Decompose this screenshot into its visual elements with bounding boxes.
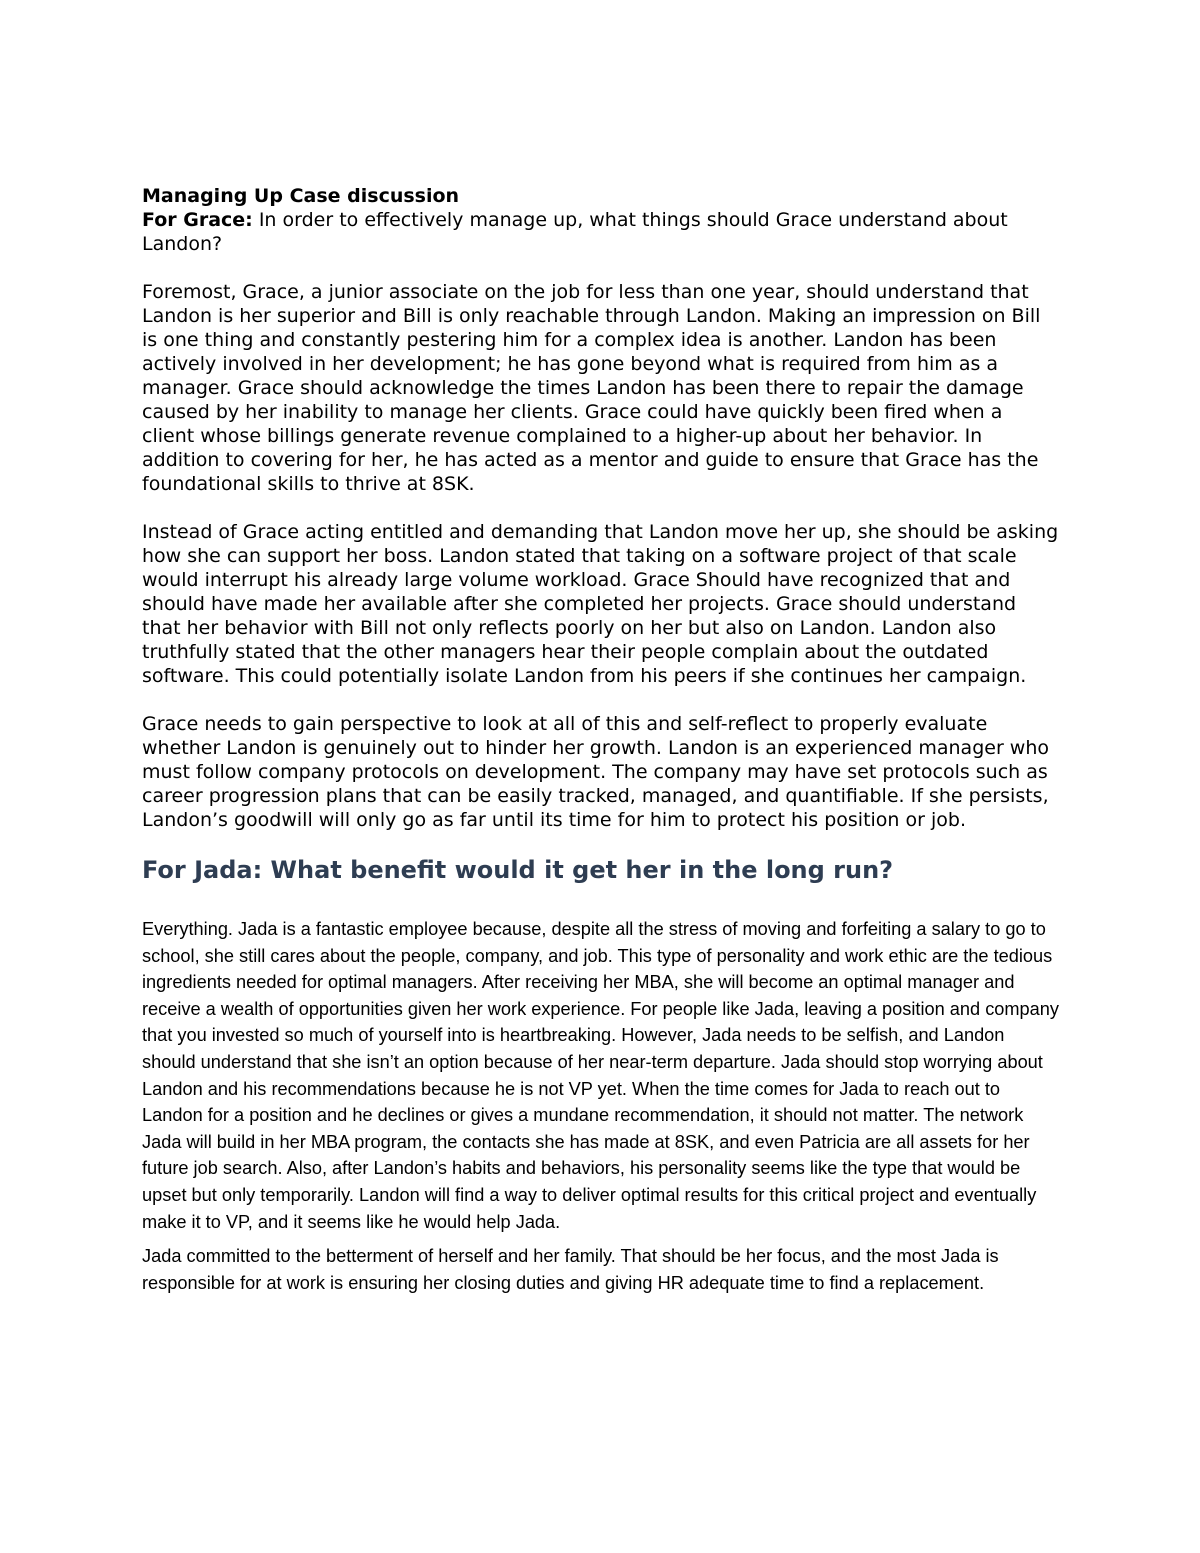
jada-paragraph-1: Everything. Jada is a fantastic employee because, despite all the stress of moving and forfeiting a salary to go to school, she still cares about the people, company, and job. This type of personality and work ethic are the tedious ingredients needed for optimal managers. After receiving her MBA, she will become an optimal manager and receive a wealth of opportunities given her work experience. For people like Jada, leaving a position and company that you invested so much of yourself into is heartbreaking. However, Jada needs to be selfish, and Landon should understand that she isn’t an option because of her near-term departure. Jada should stop worrying about Landon and his recommendations because he is not VP yet. When the time comes for Jada to reach out to Landon for a position and he declines or gives a mundane recommendation, it should not matter. The network Jada will build in her MBA program, the contacts she has made at 8SK, and even Patricia are all assets for her future job search. Also, after Landon’s habits and behaviors, his personality seems like the type that would be upset but only temporarily. Landon will find a way to deliver optimal results for this critical project and eventually make it to VP, and it seems like he would help Jada. [142,919,1059,1232]
jada-heading-text: What benefit would it get her in the long run? [262,856,894,884]
grace-question-text: In order to effectively manage up, what things should Grace understand about Landon? [142,209,1008,255]
jada-heading [142,854,1060,886]
grace-question [142,208,1060,256]
jada-heading-label: For Jada: [142,856,263,884]
document-page [142,184,1060,1296]
grace-paragraph-2: Instead of Grace acting entitled and demanding that Landon move her up, she should be asking how she can support her boss. Landon stated that taking on a software project of that scale would interrupt his already large volume workload. Grace Should have recognized that and should have made her available after she completed her projects. Grace should understand that her behavior with Bill not only reflects poorly on her but also on Landon. Landon also truthfully stated that the other managers hear their people complain about the outdated software. This could potentially isolate Landon from his peers if she continues her campaign. [142,521,1059,687]
grace-question-label: For Grace: [142,209,253,231]
grace-paragraph-1: Foremost, Grace, a junior associate on the job for less than one year, should understand that Landon is her superior and Bill is only reachable through Landon. Making an impression on Bill is one thing and constantly pestering him for a complex idea is another. Landon has been actively involved in her development; he has gone beyond what is required from him as a manager. Grace should acknowledge the times Landon has been there to repair the damage caused by her inability to manage her clients. Grace could have quickly been fired when a client whose billings generate revenue complained to a higher-up about her behavior. In addition to covering for her, he has acted as a mentor and guide to ensure that Grace has the foundational skills to thrive at 8SK. [142,281,1041,495]
jada-paragraph-2: Jada committed to the betterment of herself and her family. That should be her focus, and the most Jada is responsible for at work is ensuring her closing duties and giving HR adequate time to find a replacement. [142,1246,999,1293]
grace-paragraph-3: Grace needs to gain perspective to look at all of this and self-reflect to properly evaluate whether Landon is genuinely out to hinder her growth. Landon is an experienced manager who must follow company protocols on development. The company may have set protocols such as career progression plans that can be easily tracked, managed, and quantifiable. If she persists, Landon’s goodwill will only go as far until its time for him to protect his position or job. [142,713,1049,831]
document-title: Managing Up Case discussion [142,185,460,207]
